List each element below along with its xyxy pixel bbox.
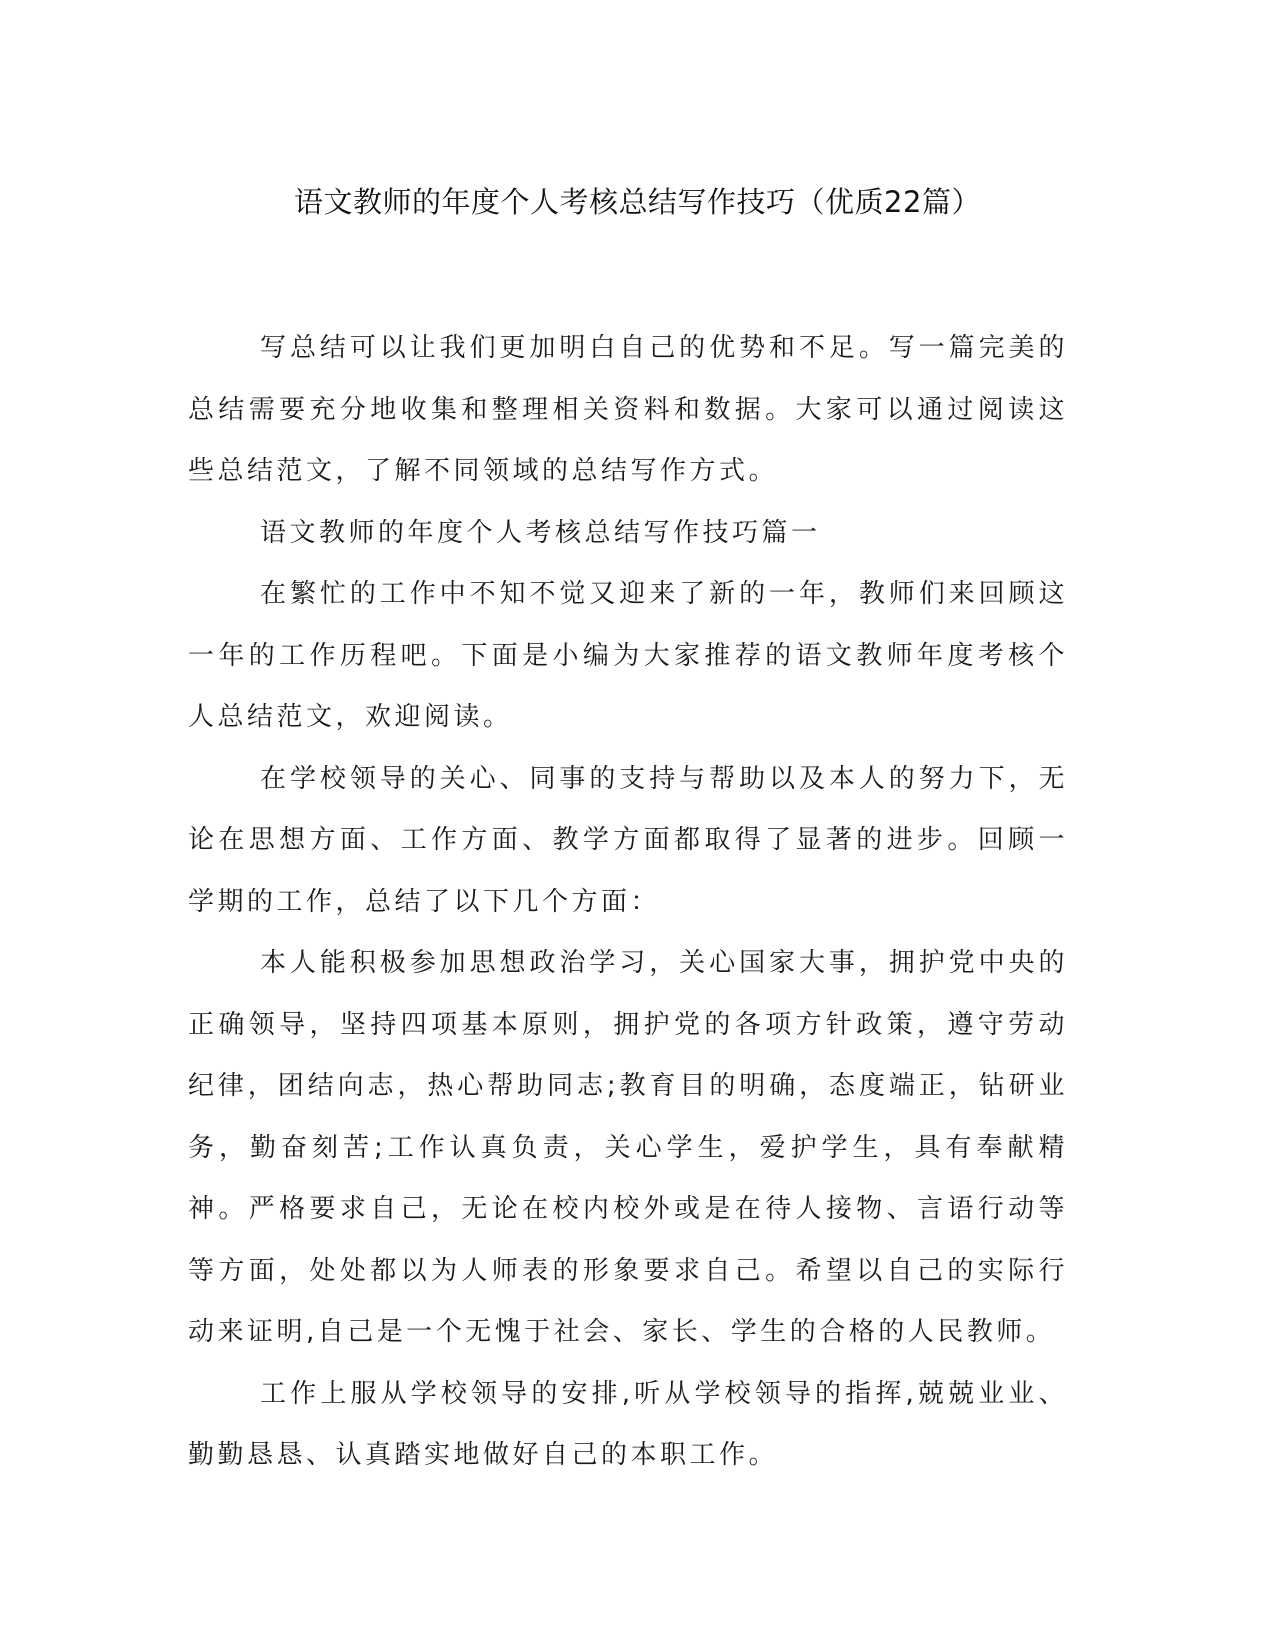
- section-heading: 语文教师的年度个人考核总结写作技巧篇一: [260, 517, 821, 548]
- paragraph: 在学校领导的关心、同事的支持与帮助以及本人的努力下，无论在思想方面、工作方面、教学方面都取得了显著的进步。回顾一学期的工作，总结了以下几个方面：: [188, 763, 1068, 917]
- paragraph-intro: 写总结可以让我们更加明白自己的优势和不足。写一篇完美的总结需要充分地收集和整理相关资料和数据。大家可以通过阅读这些总结范文，了解不同领域的总结写作方式。: [188, 333, 1068, 486]
- paragraph: 本人能积极参加思想政治学习，关心国家大事，拥护党中央的正确领导，坚持四项基本原则，拥护党的各项方针政策，遵守劳动纪律，团结向志，热心帮助同志;教育目的明确，态度端正，钻研业务，勤奋刻苦;工作认真负责，关心学生，爱护学生，具有奉献精神。严格要求自己，无论在校内校外或是在待人接物、言语行动等等方面，处处都以为人师表的形象要求自己。希望以自己的实际行动来证明,自己是一个无愧于社会、家长、学生的合格的人民教师。: [188, 948, 1068, 1347]
- paragraph: 工作上服从学校领导的安排,听从学校领导的指挥,兢兢业业、勤勤恳恳、认真踏实地做好自己的本职工作。: [188, 1378, 1068, 1470]
- paragraph: 在繁忙的工作中不知不觉又迎来了新的一年，教师们来回顾这一年的工作历程吧。下面是小编为大家推荐的语文教师年度考核个人总结范文，欢迎阅读。: [188, 579, 1068, 732]
- document-title: 语文教师的年度个人考核总结写作技巧（优质22篇）: [294, 185, 981, 219]
- document-body: [188, 318, 1068, 1487]
